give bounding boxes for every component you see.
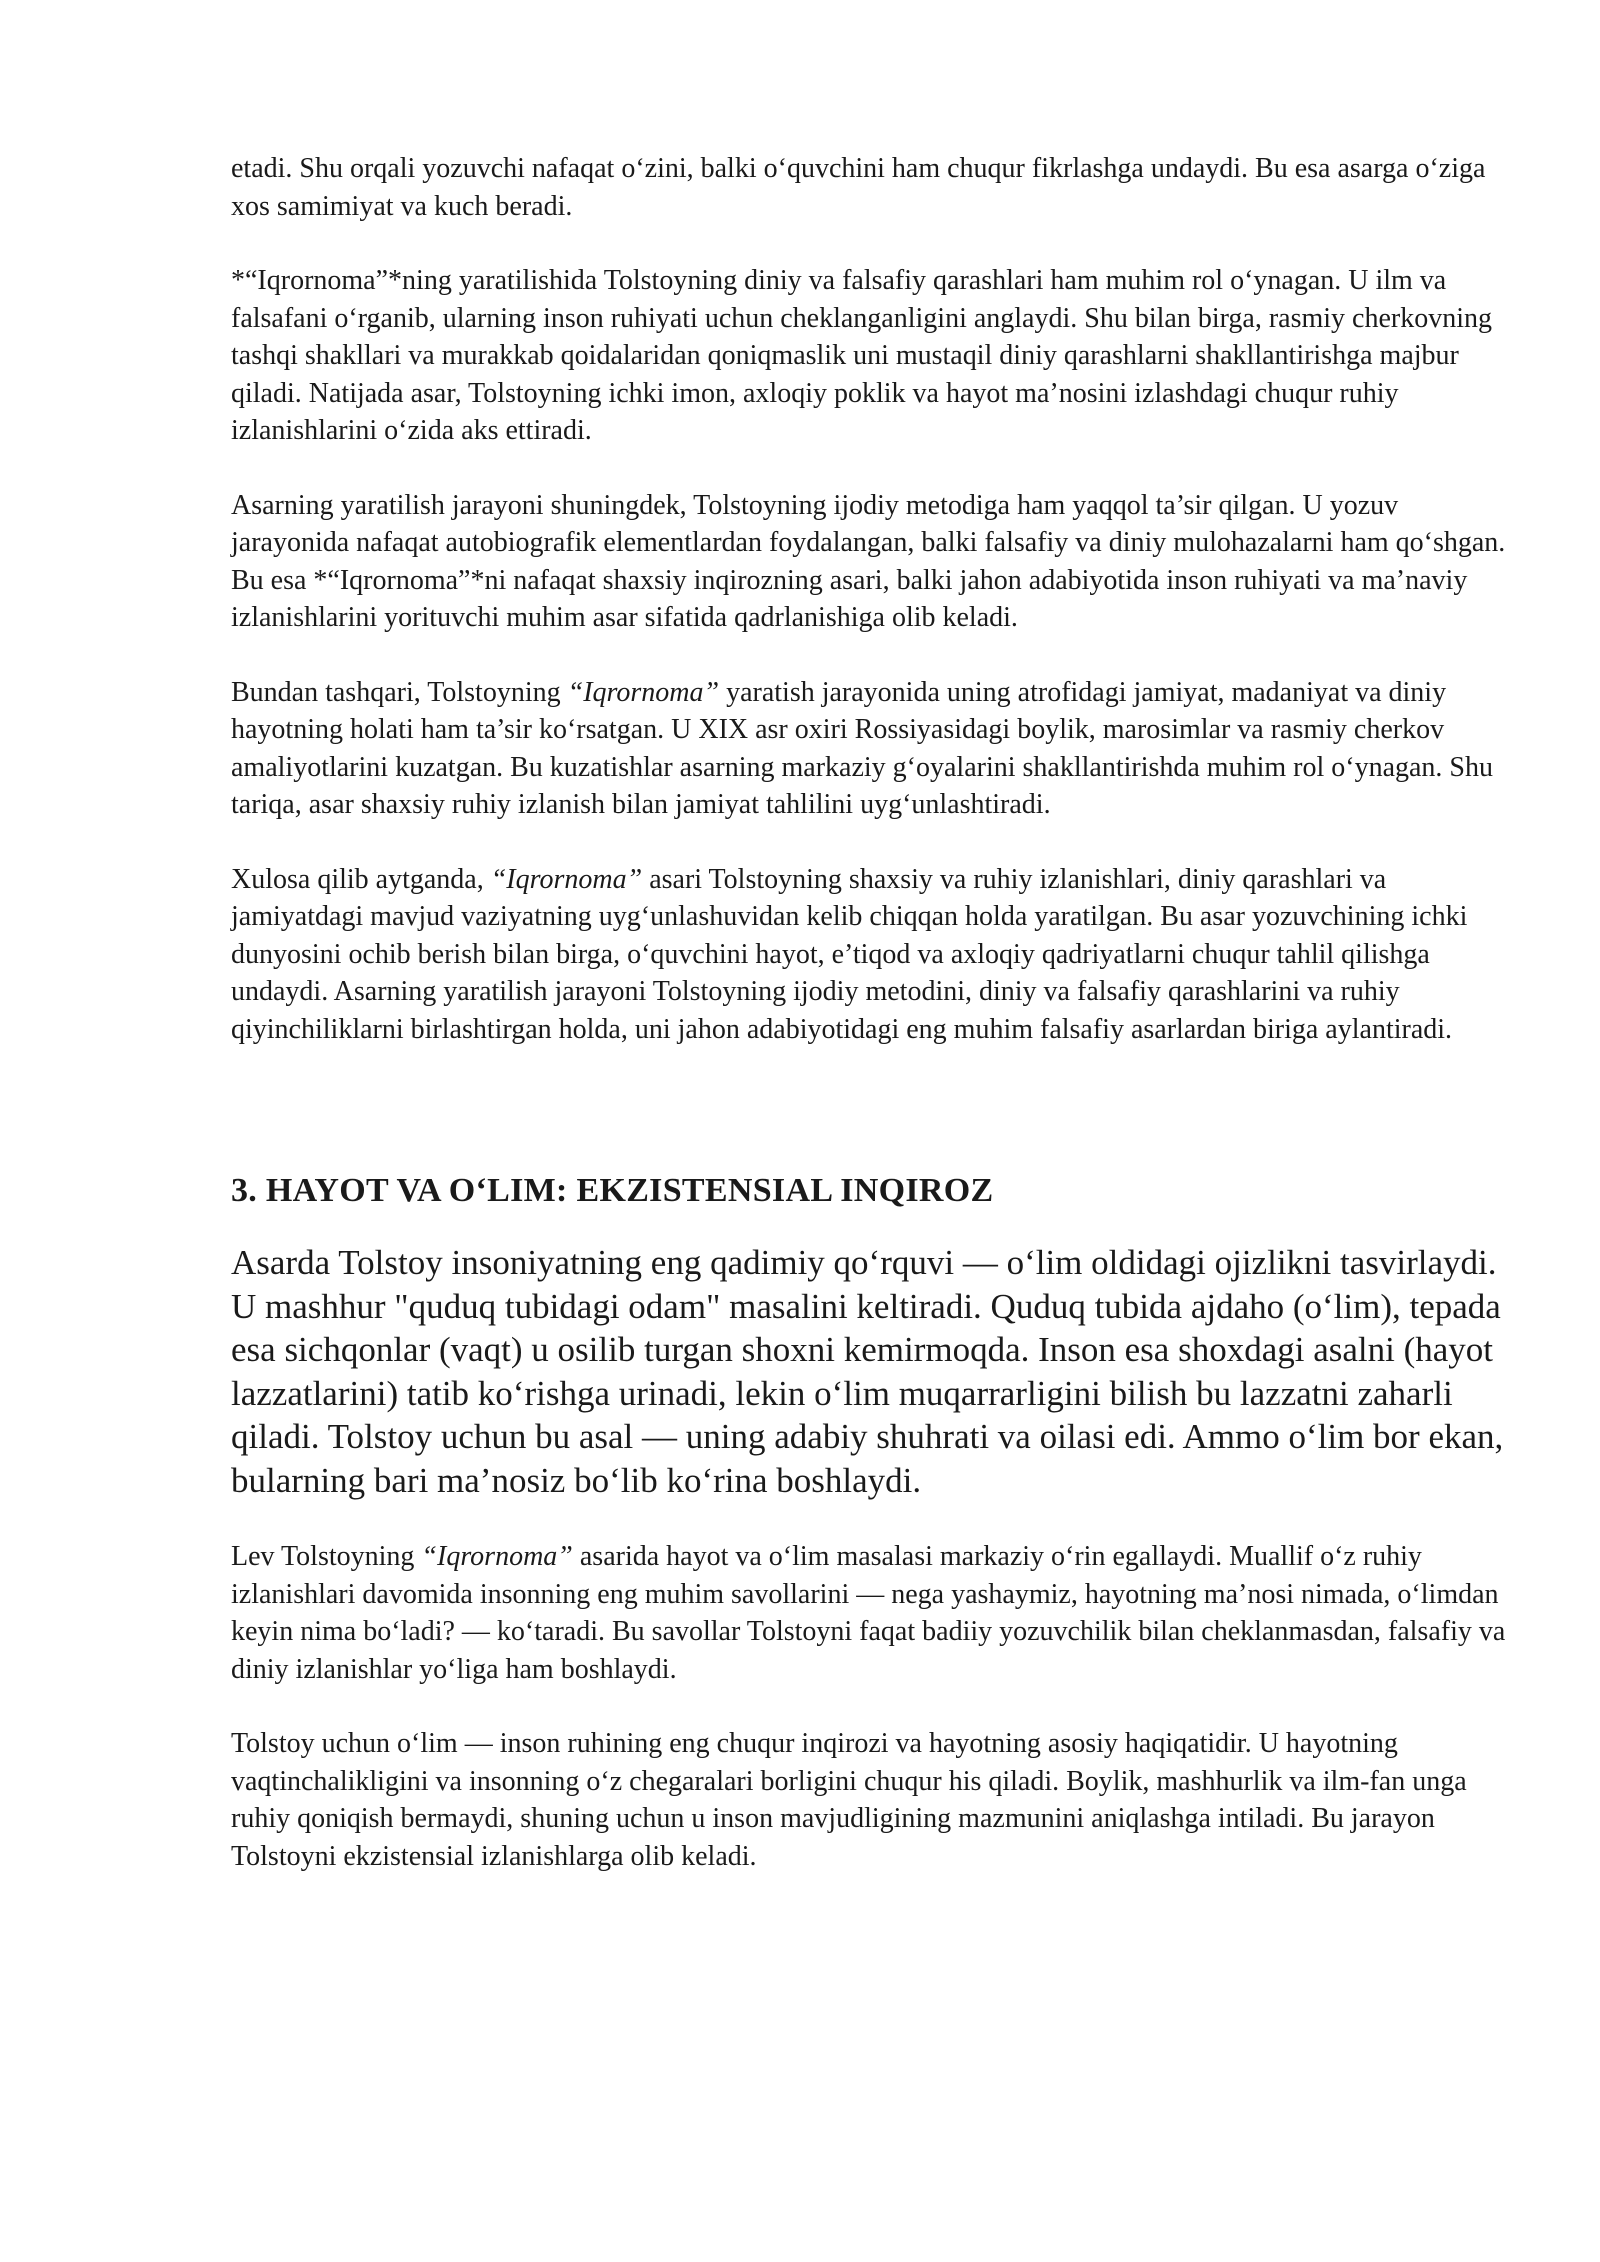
work-title: “Iqrornoma” (421, 1541, 573, 1572)
work-title: “Iqrornoma” (567, 676, 720, 708)
section-heading: 3. HAYOT VA O‘LIM: EKZISTENSIAL INQIROZ (231, 1172, 994, 1209)
paragraph-society (231, 674, 1516, 824)
paragraph-creative-method: Asarning yaratilish jarayoni shuningdek, Tolstoyning ijodiy metodiga ham yaqqol ta’sir qilgan. U yozuv jarayonida nafaqat autobiografik elementlardan foydalangan, balki falsafiy va diniy mulohazalarni ham qo‘shgan. Bu esa *“Iqrornoma”*ni nafaqat shaxsiy inqirozning asari, balki jahon adabiyotida inson ruhiyati va ma’naviy izlanishlarini yorituvchi muhim asar sifatida qadrlanishiga olib keladi. (231, 489, 1506, 633)
paragraph-text: yaratish jarayonida uning atrofidagi jamiyat, madaniyat va diniy hayotning holati ham ta’sir ko‘rsatgan. U XIX asr oxiri Rossiyasidagi boylik, marosimlar va rasmiy cherkov amaliyotlarini kuzatgan. Bu kuzatishlar asarning markaziy g‘oyalarini shakllantirishda muhim rol o‘ynagan. Shu tariqa, asar shaxsiy ruhiy izlanish bilan jamiyat tahlilini uyg‘unlashtiradi. (231, 676, 1493, 820)
paragraph-death-crisis: Tolstoy uchun o‘lim — inson ruhining eng chuqur inqirozi va hayotning asosiy haqiqatidir. U hayotning vaqtinchalikligini va insonning o‘z chegaralari borligini chuqur his qiladi. Boylik, mashhurlik va ilm-fan unga ruhiy qoniqish bermaydi, shuning uchun u inson mavjudligining mazmunini aniqlashga intiladi. Bu jarayon Tolstoyni ekzistensial izlanishlarga olib keladi. (231, 1728, 1467, 1872)
document-page (231, 150, 1516, 1912)
paragraph-text: Xulosa qilib aytganda, (231, 863, 491, 895)
paragraph-text: Lev Tolstoyning (231, 1541, 422, 1572)
paragraph-text: Bundan tashqari, Tolstoyning (231, 676, 568, 708)
paragraph-sincerity: etadi. Shu orqali yozuvchi nafaqat o‘zini, balki o‘quvchini ham chuqur fikrlashga undaydi. Bu esa asarga o‘ziga xos samimiyat va kuch beradi. (231, 153, 1486, 222)
lead-paragraph: Asarda Tolstoy insoniyatning eng qadimiy qo‘rquvi — o‘lim oldidagi ojizlikni tasvirlaydi. U mashhur "quduq tubidagi odam" masalini keltiradi. Quduq tubida ajdaho (o‘lim), tepada esa sichqonlar (vaqt) u osilib turgan shoxni kemirmoqda. Inson esa shoxdagi asalni (hayot lazzatlarini) tatib ko‘rishga urinadi, lekin o‘lim muqarrarligini bilish bu lazzatni zaharli qiladi. Tolstoy uchun bu asal — uning adabiy shuhrati va oilasi edi. Ammo o‘lim bor ekan, bularning bari ma’nosiz bo‘lib ko‘rina boshlaydi. (231, 1243, 1504, 1500)
paragraph-religious-views: *“Iqrornoma”*ning yaratilishida Tolstoyning diniy va falsafiy qarashlari ham muhim rol o‘ynagan. U ilm va falsafani o‘rganib, ularning inson ruhiyati uchun cheklanganligini anglaydi. Shu bilan birga, rasmiy cherkovning tashqi shakllari va murakkab qoidalaridan qoniqmaslik uni mustaqil diniy qarashlarni shakllantirishga majbur qiladi. Natijada asar, Tolstoyning ichki imon, axloqiy poklik va hayot ma’nosini izlashdagi chuqur ruhiy izlanishlarini o‘zida aks ettiradi. (231, 265, 1493, 446)
paragraph-life-death (231, 1538, 1516, 1688)
paragraph-conclusion (231, 861, 1516, 1049)
paragraph-text: asari Tolstoyning shaxsiy va ruhiy izlanishlari, diniy qarashlari va jamiyatdagi mavjud vaziyatning uyg‘unlashuvidan kelib chiqqan holda yaratilgan. Bu asar yozuvchining ichki dunyosini ochib berish bilan birga, o‘quvchini hayot, e’tiqod va axloqiy qadriyatlarni chuqur tahlil qilishga undaydi. Asarning yaratilish jarayoni Tolstoyning ijodiy metodini, diniy va falsafiy qarashlarini va ruhiy qiyinchiliklarni birlashtirgan holda, uni jahon adabiyotidagi eng muhim falsafiy asarlardan biriga aylantiradi. (231, 863, 1468, 1045)
paragraph-text: asarida hayot va o‘lim masalasi markaziy o‘rin egallaydi. Muallif o‘z ruhiy izlanishlari davomida insonning eng muhim savollarini — nega yashaymiz, hayotning ma’nosi nimada, o‘limdan keyin nima bo‘ladi? — ko‘taradi. Bu savollar Tolstoyni faqat badiiy yozuvchilik bilan cheklanmasdan, falsafiy va diniy izlanishlar yo‘liga ham boshlaydi. (231, 1541, 1506, 1685)
work-title: “Iqrornoma” (490, 863, 643, 895)
